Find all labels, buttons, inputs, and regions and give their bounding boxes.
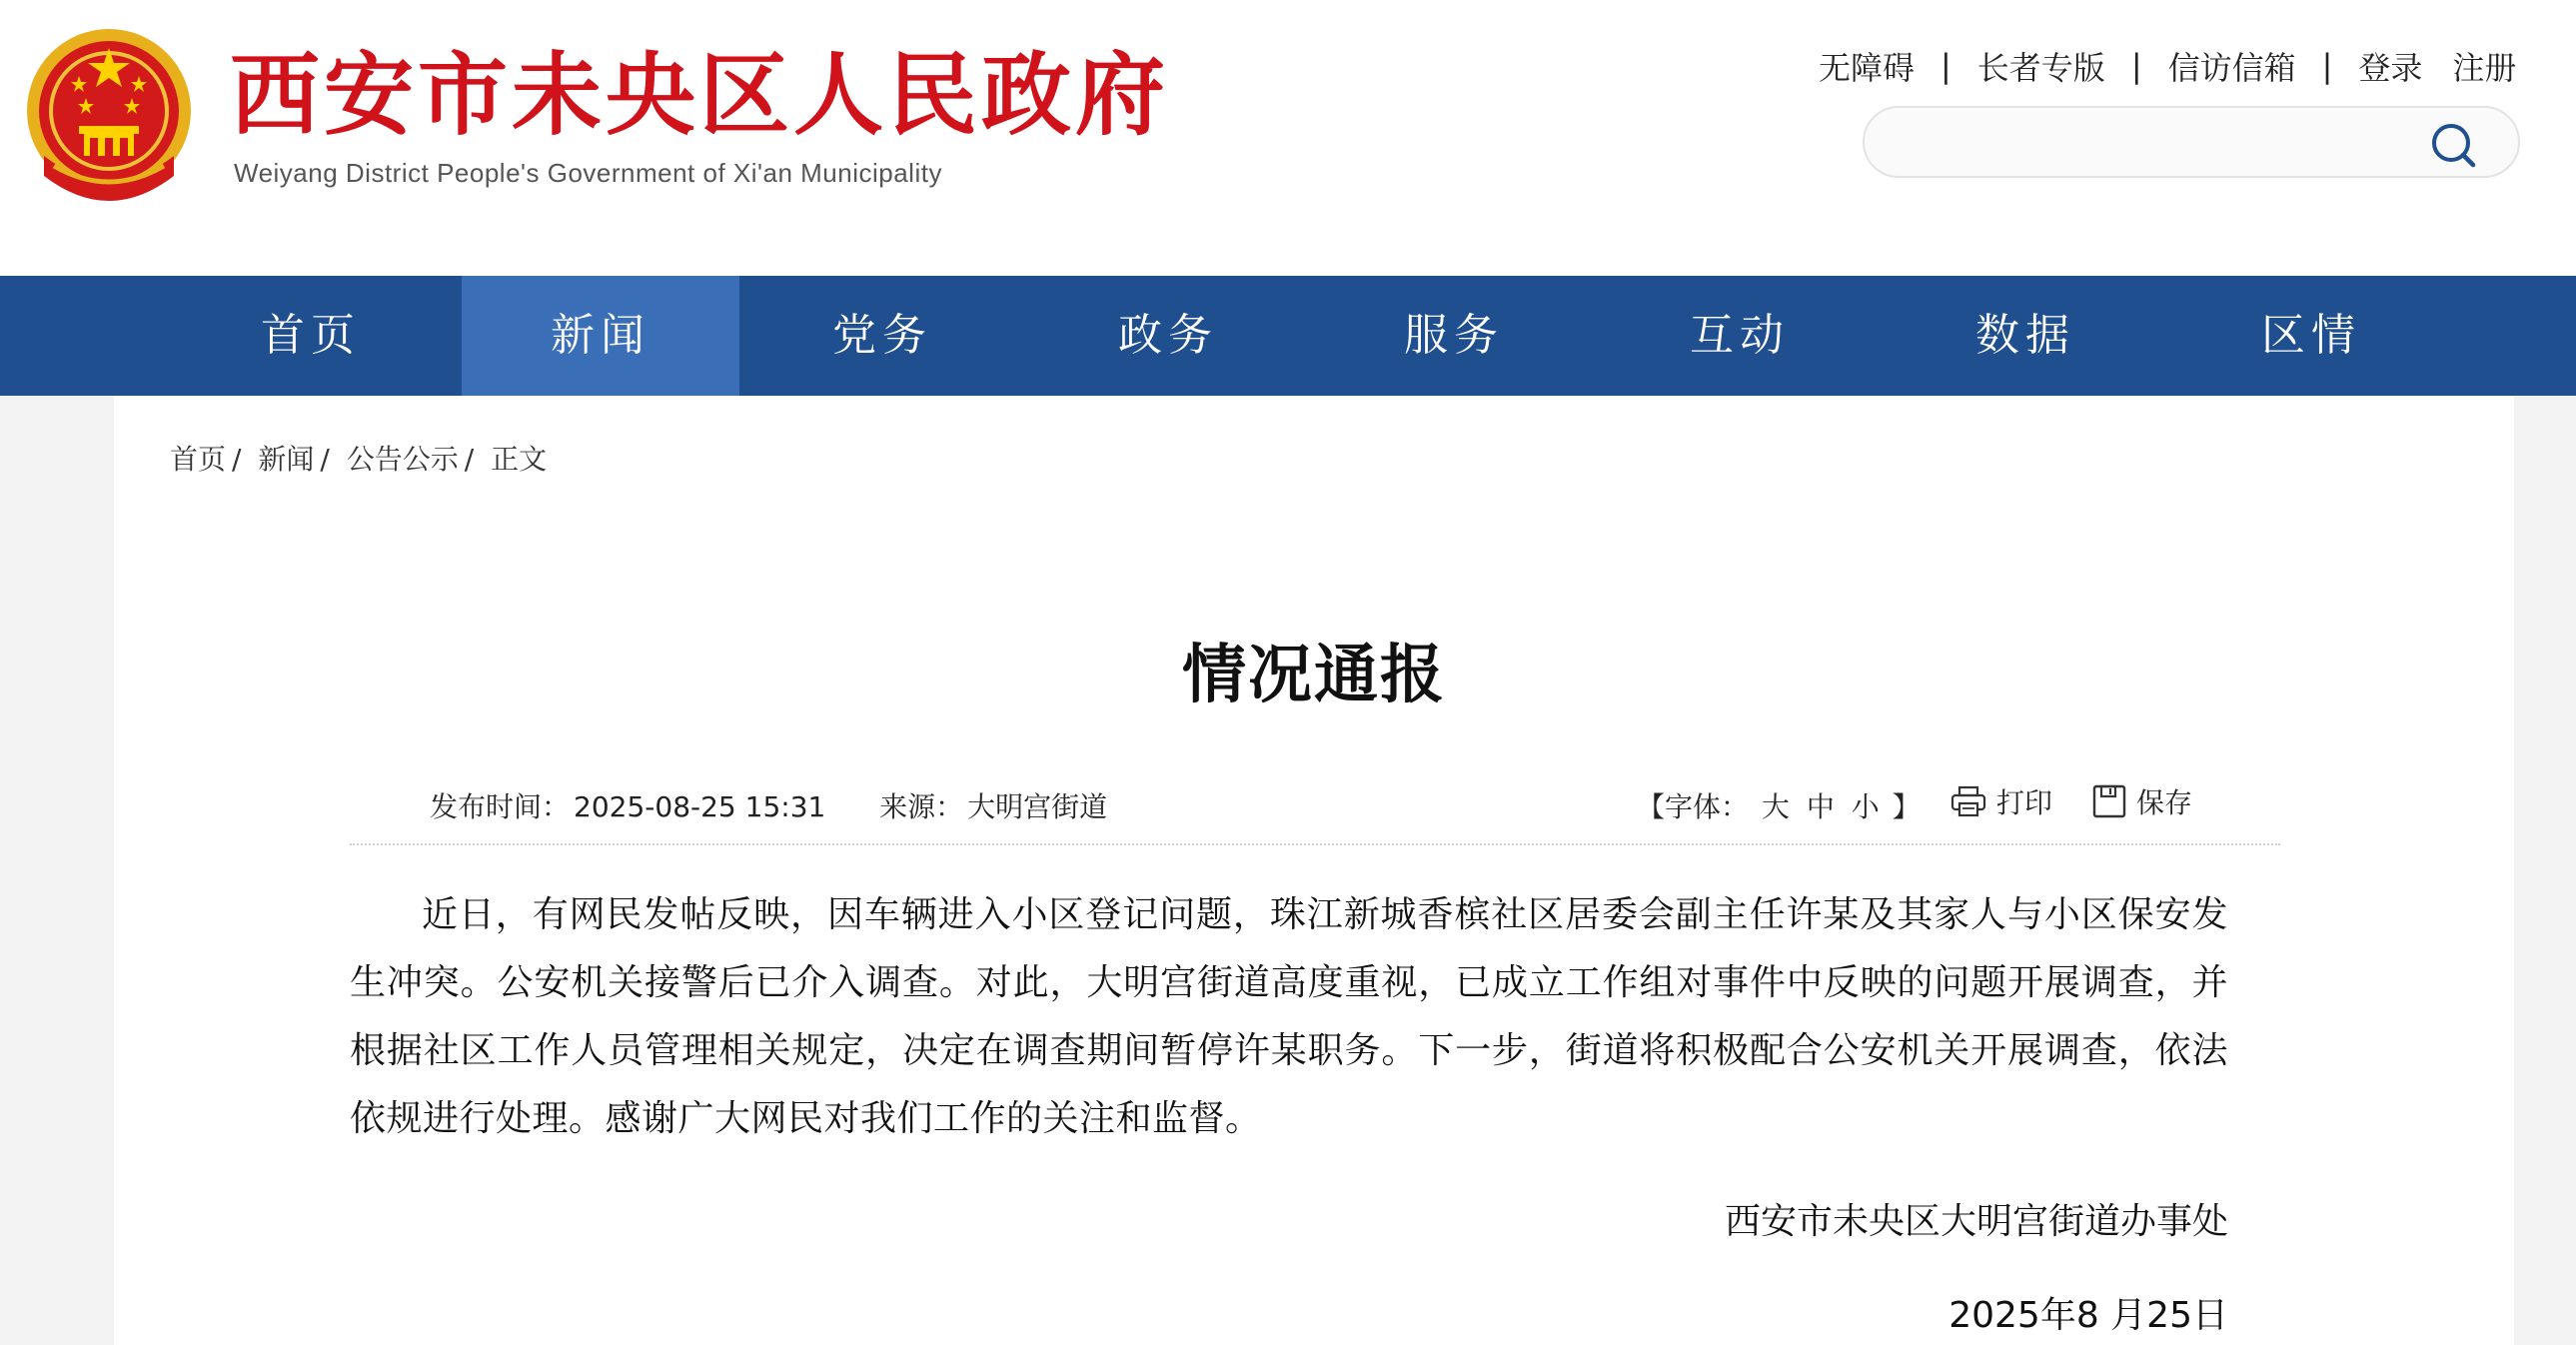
nav-item-government[interactable]: 政务 — [1118, 310, 1218, 361]
top-link-separator: | — [2321, 47, 2333, 85]
article-meta — [430, 785, 1107, 825]
login-link[interactable]: 登录 — [2358, 49, 2423, 87]
font-size-small-button[interactable]: 小 — [1851, 790, 1880, 823]
publish-time-label: 发布时间： — [430, 790, 571, 823]
breadcrumb — [170, 438, 547, 478]
register-link[interactable]: 注册 — [2452, 49, 2517, 87]
site-title[interactable]: 西安市未央区人民政府 — [230, 42, 1169, 148]
font-size-bracket: 】 — [1892, 790, 1921, 823]
site-header — [0, 0, 2576, 276]
top-link-separator: | — [2130, 47, 2142, 85]
breadcrumb-news[interactable]: 新闻 — [258, 443, 315, 476]
font-size-label: 【字体： — [1637, 790, 1750, 823]
nav-item-interaction[interactable]: 互动 — [1690, 310, 1790, 361]
nav-item-data[interactable]: 数据 — [1975, 310, 2075, 361]
article-signature: 西安市未央区大明宫街道办事处 — [1724, 1201, 2228, 1242]
search-input[interactable] — [1895, 120, 2418, 166]
meta-divider — [350, 843, 2280, 845]
article-title: 情况通报 — [1182, 639, 1446, 712]
font-size-large-button[interactable]: 大 — [1761, 790, 1790, 823]
nav-item-party[interactable]: 党务 — [832, 310, 932, 361]
main-nav — [0, 276, 2576, 396]
petition-mailbox-link[interactable]: 信访信箱 — [2167, 49, 2296, 87]
breadcrumb-separator: / — [464, 443, 475, 476]
top-link-separator: | — [1940, 47, 1951, 85]
top-links — [1819, 44, 2516, 88]
nav-item-home[interactable]: 首页 — [261, 310, 361, 361]
print-label: 打印 — [1996, 786, 2053, 819]
printer-icon — [1950, 785, 1986, 817]
national-emblem-icon[interactable] — [24, 26, 194, 204]
article-date: 2025年8 月25日 — [1948, 1295, 2228, 1336]
save-label: 保存 — [2136, 786, 2193, 819]
breadcrumb-separator: / — [232, 443, 242, 476]
article-body: 近日，有网民发帖反映，因车辆进入小区登记问题，珠江新城香槟社区居委会副主任许某及其家人与小区保安发生冲突。公安机关接警后已介入调查。对此，大明宫街道高度重视，已成立工作组对事件中反映的问题开展调查，并根据社区工作人员管理相关规定，决定在调查期间暂停许某职务。下一步，街道将积极配合公安机关开展调查，依法依规进行处理。感谢广大网民对我们工作的关注和监督。 — [350, 894, 2228, 1139]
source-label: 来源： — [879, 790, 964, 823]
article-container — [114, 396, 2514, 1345]
nav-item-services[interactable]: 服务 — [1404, 310, 1504, 361]
nav-item-news[interactable]: 新闻 — [462, 276, 739, 396]
save-button[interactable] — [2092, 781, 2192, 821]
font-size-switcher — [1637, 785, 1921, 825]
print-button[interactable] — [1950, 781, 2052, 821]
elderly-version-link[interactable]: 长者专版 — [1976, 49, 2105, 87]
nav-item-district-info[interactable]: 区情 — [2261, 310, 2361, 361]
breadcrumb-separator: / — [320, 443, 330, 476]
publish-time: 2025-08-25 15:31 — [574, 790, 826, 823]
accessibility-link[interactable]: 无障碍 — [1819, 49, 1916, 87]
site-subtitle: Weiyang District People's Government of Xi'an Municipality — [234, 158, 942, 188]
breadcrumb-current: 正文 — [491, 443, 548, 476]
font-size-medium-button[interactable]: 中 — [1806, 790, 1835, 823]
search-icon[interactable] — [2428, 120, 2478, 170]
breadcrumb-announcements[interactable]: 公告公示 — [346, 443, 459, 476]
article-source: 大明宫街道 — [967, 790, 1108, 823]
save-icon — [2092, 784, 2126, 818]
search-box — [1863, 106, 2520, 178]
breadcrumb-home[interactable]: 首页 — [170, 443, 227, 476]
